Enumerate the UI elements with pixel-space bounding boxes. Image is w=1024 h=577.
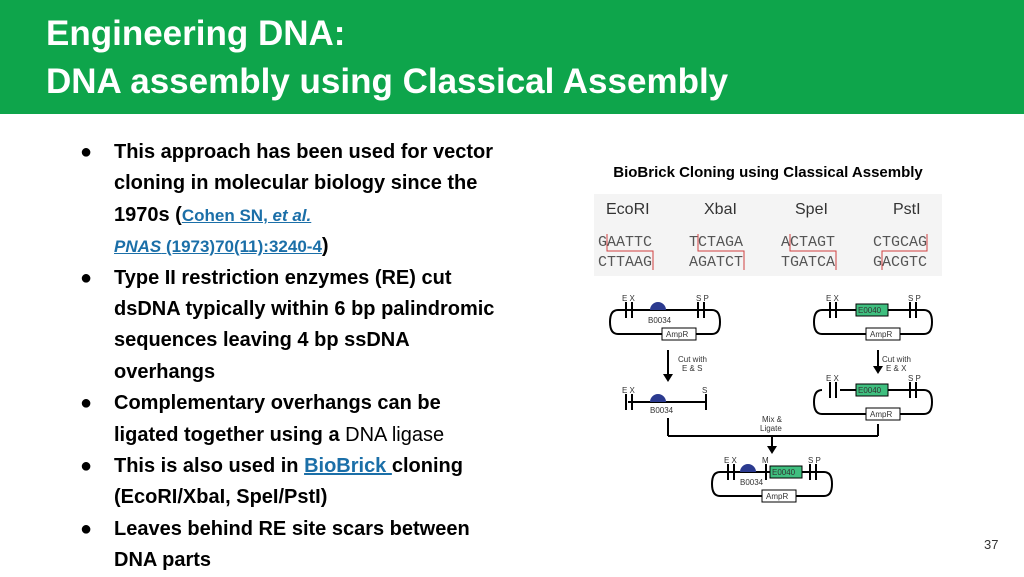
biobrick-link[interactable]: BioBrick: [304, 455, 392, 478]
site-label-sp: S P: [908, 374, 921, 383]
mix-label: Mix &: [762, 415, 782, 424]
title-bar: [0, 0, 1024, 114]
cut-label-es: Cut with: [678, 355, 707, 364]
bullet-text-ligase: DNA ligase: [345, 423, 445, 446]
site-label-e: E X: [622, 386, 635, 395]
site-label-ex: E X: [622, 294, 635, 303]
ecori-bottom-seq: CTTAAG: [598, 254, 653, 271]
bullet-list: [80, 137, 500, 577]
cut-label-es-2: E & S: [682, 364, 703, 373]
bullet-dot-icon: ●: [80, 392, 93, 415]
part-label-ampr: AmpR: [766, 492, 789, 501]
rbs-icon: [650, 394, 666, 402]
citation-link-cohen[interactable]: Cohen SN, et al. PNAS (1973)70(11):3240-4: [114, 205, 322, 257]
part-label-ampr: AmpR: [870, 330, 893, 339]
bullet-dot-icon: ●: [80, 141, 93, 163]
enzyme-name-spei: SpeI: [795, 201, 828, 218]
enzyme-name-ecori: EcoRI: [606, 201, 650, 218]
spei-top-seq: ACTAGT: [781, 234, 836, 251]
site-label-sp: S P: [908, 294, 921, 303]
site-label-sp: S P: [808, 456, 821, 465]
bullet-item: [80, 451, 500, 514]
bullet-item: [80, 263, 500, 389]
spei-bottom-seq: TGATCA: [781, 254, 836, 271]
bullet-text-rest: cloning (EcoRI/XbaI, SpeI/PstI): [114, 455, 463, 509]
enzyme-name-xbai: XbaI: [704, 201, 737, 218]
rbs-icon: [740, 464, 756, 472]
bullet-text: Leaves behind RE site scars between DNA parts: [114, 517, 470, 572]
bullet-dot-icon: ●: [80, 266, 93, 289]
cut-label-ex: Cut with: [882, 355, 911, 364]
slide-title-line2: DNA assembly using Classical Assembly: [46, 62, 729, 101]
bullet-text: Complementary overhangs can be ligated together using a: [114, 392, 441, 446]
bullet-item: [80, 137, 500, 263]
xbai-top-seq: TCTAGA: [689, 234, 744, 251]
bullet-text-close: ): [321, 235, 329, 258]
figure-title: BioBrick Cloning using Classical Assembly: [613, 164, 923, 181]
bullet-item: [80, 514, 500, 577]
psti-bottom-seq: GACGTC: [873, 254, 928, 271]
bullet-item: [80, 388, 500, 451]
bullet-text: This approach has been used for vector cloning in molecular biology since the 1970s (: [114, 141, 493, 226]
part-label-b0034: B0034: [650, 406, 674, 415]
site-label-s: S: [702, 386, 708, 395]
site-label-sp: S P: [696, 294, 709, 303]
bullet-dot-icon: ●: [80, 455, 93, 478]
rbs-icon: [650, 302, 666, 310]
part-label-e0040: E0040: [858, 386, 882, 395]
bullet-dot-icon: ●: [80, 517, 93, 540]
cut-label-ex-2: E & X: [886, 364, 907, 373]
psti-top-seq: CTGCAG: [873, 234, 928, 251]
site-label-m: M: [762, 456, 769, 465]
site-label-ex: E X: [826, 374, 839, 383]
part-label-ampr: AmpR: [870, 410, 893, 419]
arrow-down-icon: [873, 366, 883, 374]
bullet-text: This is also used in: [114, 455, 305, 478]
part-label-e0040: E0040: [858, 306, 882, 315]
xbai-bottom-seq: AGATCT: [689, 254, 744, 271]
part-label-ampr: AmpR: [666, 330, 689, 339]
enzyme-name-psti: PstI: [893, 201, 921, 218]
part-label-e0040: E0040: [772, 468, 796, 477]
site-label-ex: E X: [724, 456, 737, 465]
mix-label-2: Ligate: [760, 424, 782, 433]
slide-title-line1: Engineering DNA:: [46, 14, 346, 53]
ecori-top-seq: GAATTC: [598, 234, 653, 251]
bullet-text: Type II restriction enzymes (RE) cut dsDNA typically within 6 bp palindromic sequences leaving 4 bp ssDNA overhangs: [114, 266, 495, 383]
part-label-b0034: B0034: [740, 478, 764, 487]
biobrick-diagram: [590, 190, 950, 510]
part-label-b0034: B0034: [648, 316, 672, 325]
arrow-down-icon: [767, 446, 777, 454]
page-number: 37: [984, 537, 999, 552]
arrow-down-icon: [663, 374, 673, 382]
site-label-ex: E X: [826, 294, 839, 303]
